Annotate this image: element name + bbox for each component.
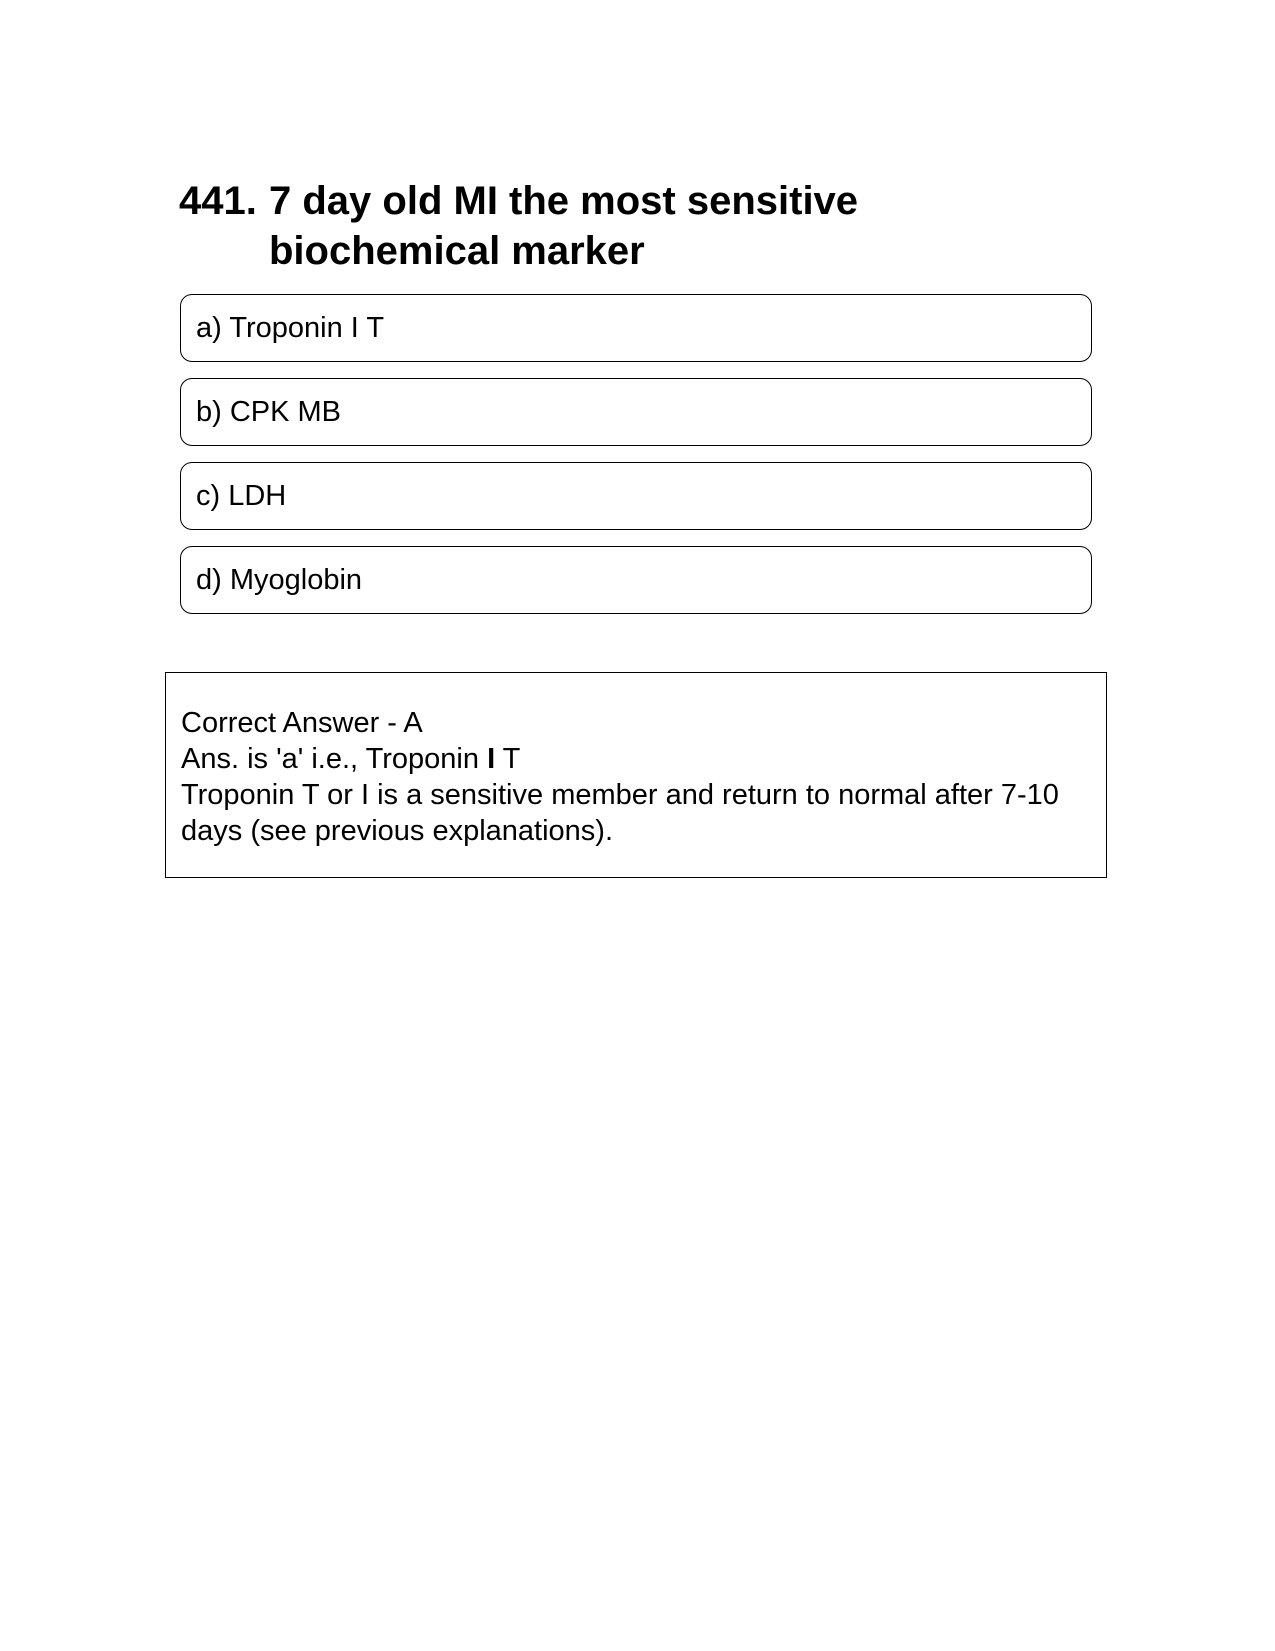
correct-answer-text: Correct Answer - A [181, 707, 423, 739]
answer-summary [181, 741, 1090, 777]
option-a-label: a) Troponin I T [196, 311, 385, 344]
question-heading [179, 176, 939, 276]
option-a[interactable] [180, 294, 1092, 362]
options-list [180, 294, 1092, 630]
answer-summary-suffix: T [495, 743, 521, 775]
question-number: 441. [179, 179, 257, 223]
option-c[interactable] [180, 462, 1092, 530]
answer-summary-prefix: Ans. is 'a' i.e., Troponin [181, 743, 488, 775]
option-b[interactable] [180, 378, 1092, 446]
option-b-label: b) CPK MB [196, 395, 342, 428]
answer-summary-bold: I [487, 743, 496, 775]
question-text: 7 day old MI the most sensitive biochemical marker [269, 179, 859, 273]
option-d-label: d) Myoglobin [196, 563, 363, 596]
explanation-text: Troponin T or I is a sensitive member and return to normal after 7-10 days (see previous explanations). [181, 779, 1059, 847]
option-d[interactable] [180, 546, 1092, 614]
option-c-label: c) LDH [196, 479, 287, 512]
answer-explanation-box [165, 672, 1107, 878]
